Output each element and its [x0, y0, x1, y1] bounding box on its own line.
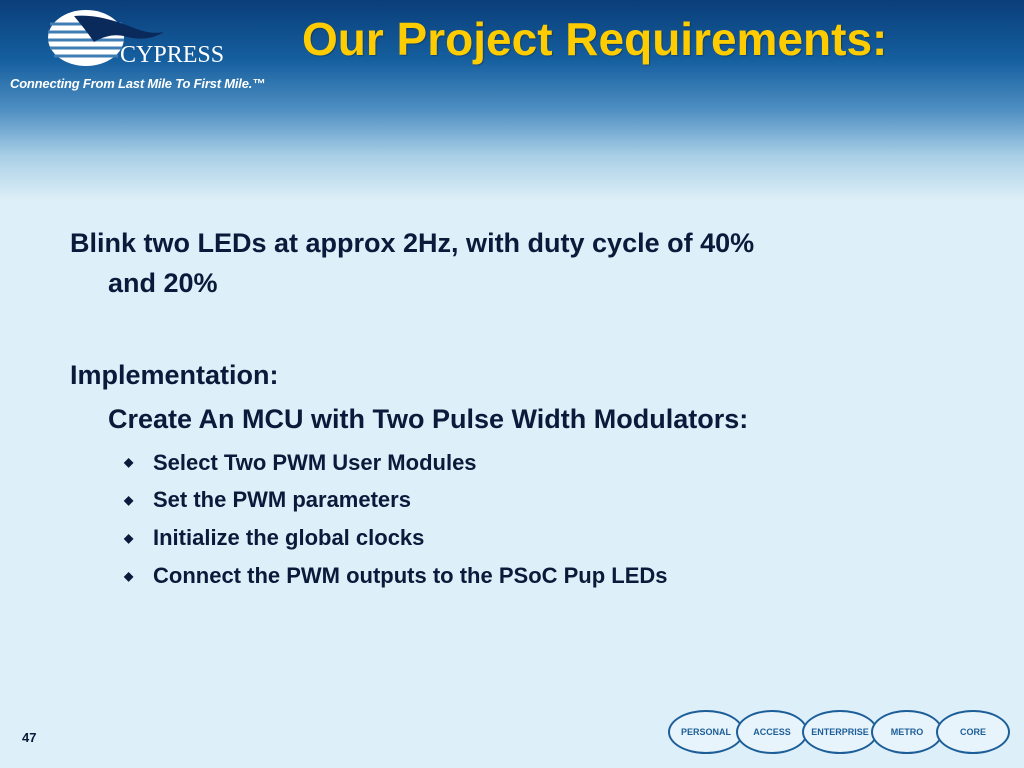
bullet-item: Connect the PWM outputs to the PSoC Pup LEDs	[153, 563, 668, 588]
requirement-line-2: and 20%	[108, 268, 218, 298]
slide-title: Our Project Requirements:	[302, 13, 888, 65]
bullet-item: Set the PWM parameters	[153, 487, 411, 512]
diamond-bullet-icon: ◆	[124, 493, 134, 507]
page-number: 47	[22, 730, 37, 745]
diamond-bullet-icon: ◆	[124, 569, 134, 583]
header-banner	[0, 0, 1024, 200]
requirement-line-1: Blink two LEDs at approx 2Hz, with duty cycle of 40%	[70, 228, 755, 258]
logo-text: CYPRESS	[120, 42, 225, 68]
market-pill-metro: METRO	[871, 710, 943, 754]
market-pill-enterprise: ENTERPRISE	[802, 710, 878, 754]
implementation-subheading: Create An MCU with Two Pulse Width Modulators:	[108, 404, 749, 434]
implementation-heading: Implementation:	[70, 360, 279, 390]
bullet-item: Select Two PWM User Modules	[153, 450, 477, 475]
market-segments	[668, 710, 1013, 758]
diamond-bullet-icon: ◆	[124, 455, 134, 469]
market-pill-core: CORE	[936, 710, 1010, 754]
diamond-bullet-icon: ◆	[124, 531, 134, 545]
bullet-item: Initialize the global clocks	[153, 525, 425, 550]
market-pill-personal: PERSONAL	[668, 710, 744, 754]
market-pill-access: ACCESS	[736, 710, 808, 754]
tagline: Connecting From Last Mile To First Mile.™	[10, 76, 265, 91]
